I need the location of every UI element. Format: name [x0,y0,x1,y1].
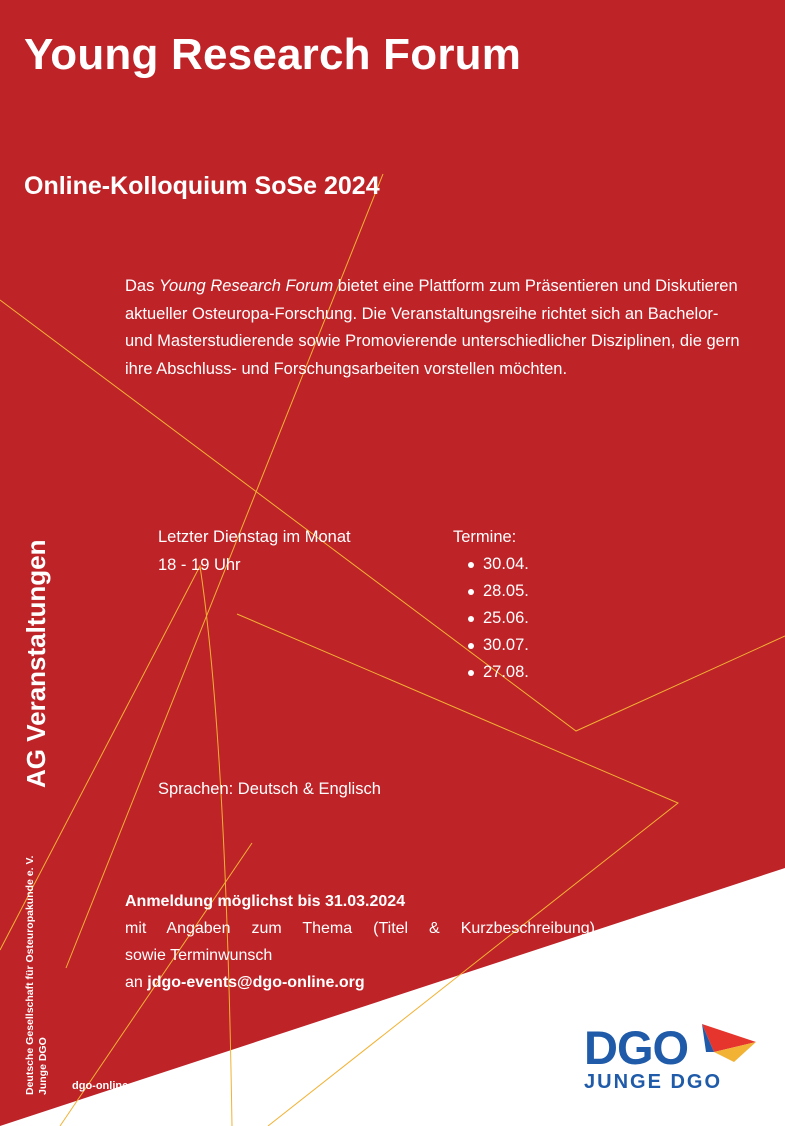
poster-title: Young Research Forum [24,30,522,79]
dgo-logo [580,1020,760,1100]
side-organization [24,856,50,1095]
registration-email[interactable]: jdgo-events@dgo-online.org [147,974,365,991]
side-org-line2: Junge DGO [37,1037,49,1095]
side-title: AG Veranstaltungen [21,539,51,788]
languages: Sprachen: Deutsch & Englisch [158,780,381,798]
intro-text: bietet eine Plattform zum Präsentieren und Diskutieren aktueller Osteuropa-Forschung. Die Veranstaltungsreihe richtet sich an Bachelor- und Masterstudierende sowie Promovierende unterschiedlicher Disziplinen, die gern ihre Abschluss- und Forschungsarbeiten vorstellen möchten. [125,277,740,378]
registration-block [125,888,595,996]
dates-list [453,551,529,686]
schedule [158,524,351,579]
dates-block [453,524,529,686]
registration-details: mit Angaben zum Thema (Titel & Kurzbeschreibung) [125,920,595,937]
registration-contact [125,969,595,996]
date-item: 30.04. [483,551,529,578]
dgo-flag-icon [702,1022,756,1062]
poster-subtitle: Online-Kolloquium SoSe 2024 [24,172,380,200]
date-item: 28.05. [483,578,529,605]
intro-paragraph [125,273,745,383]
date-item: 25.06. [483,605,529,632]
schedule-time: 18 - 19 Uhr [158,555,241,574]
logo-main: DGO [584,1021,689,1074]
intro-prefix: Das [125,277,159,295]
footer-url[interactable]: dgo-online.org [72,1080,149,1092]
date-item: 30.07. [483,632,529,659]
registration-deadline: Anmeldung möglichst bis 31.03.2024 [125,893,406,910]
side-org-line1: Deutsche Gesellschaft für Osteuropakunde e. V. [24,855,36,1095]
date-item: 27.08. [483,659,529,686]
logo-sub: JUNGE DGO [584,1071,723,1093]
dates-label: Termine: [453,528,517,546]
registration-to: an [125,974,148,991]
intro-emphasis: Young Research Forum [158,277,334,295]
registration-details-2: sowie Terminwunsch [125,947,273,964]
schedule-day: Letzter Dienstag im Monat [158,528,351,546]
